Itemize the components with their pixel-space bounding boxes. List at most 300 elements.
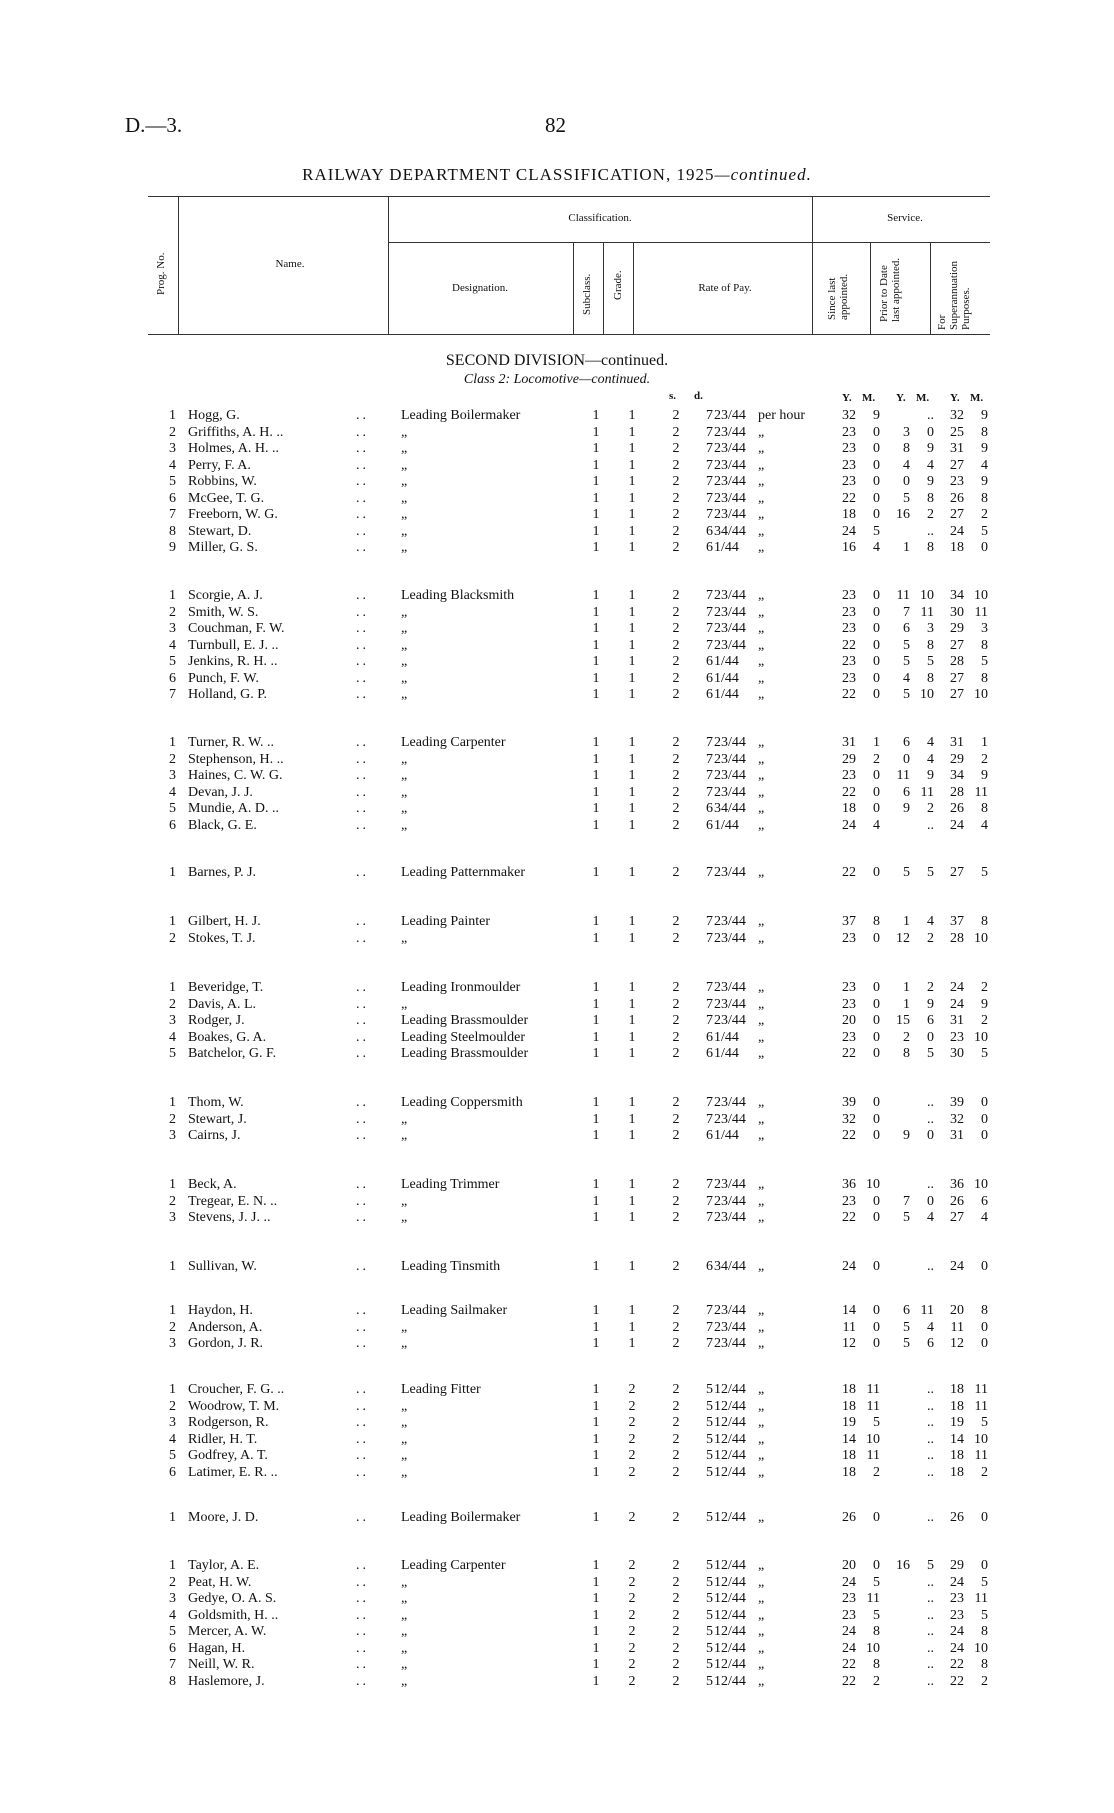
rate-period: „: [758, 1128, 765, 1143]
rate-pence: 7: [706, 507, 713, 522]
leader-dots: ..: [356, 930, 369, 946]
subclass: 1: [592, 1415, 600, 1430]
since-months: 0: [873, 1193, 880, 1209]
leader-dots: ..: [356, 1128, 369, 1143]
since-months: 11: [866, 1382, 880, 1397]
unit-years-super: Y.: [950, 392, 960, 404]
header-prog-no: Prog. No.: [155, 252, 167, 295]
employee-name: Jenkins, R. H. ..: [188, 654, 278, 669]
rate-period: „: [758, 996, 765, 1012]
rate-pence: 7: [706, 457, 713, 473]
rate-shillings: 2: [672, 1177, 680, 1192]
prior-years: 11: [896, 588, 910, 603]
prior-months: ..: [927, 1673, 934, 1689]
rate-pence: 5: [706, 1510, 713, 1525]
rate-pence: 7: [706, 621, 713, 636]
employee-name: Gordon, J. R.: [188, 1336, 264, 1351]
table-row: [0, 1259, 1114, 1275]
prior-months: 10: [920, 687, 934, 702]
subclass: 1: [592, 1431, 600, 1447]
super-years: 31: [950, 1128, 964, 1143]
grade: 1: [628, 507, 636, 522]
title-suffix: —continued.: [714, 165, 812, 184]
super-years: 34: [950, 588, 964, 603]
super-years: 32: [950, 408, 964, 423]
rate-period: „: [758, 1210, 765, 1225]
subclass: 1: [592, 540, 600, 555]
rate-shillings: 2: [672, 817, 680, 833]
leader-dots: ..: [356, 1095, 369, 1110]
header-subclass: Subclass.: [581, 273, 593, 315]
subclass: 1: [592, 474, 600, 489]
grade: 1: [628, 621, 636, 636]
page-title: [0, 165, 1114, 185]
rate-period: „: [758, 523, 765, 539]
rate-shillings: 2: [672, 637, 680, 653]
employee-name: Goldsmith, H. ..: [188, 1607, 279, 1623]
rate-shillings: 2: [672, 654, 680, 669]
super-months: 2: [981, 507, 988, 522]
employee-name: Stevens, J. J. ..: [188, 1210, 271, 1225]
leader-dots: ..: [356, 1046, 369, 1061]
rate-fraction: 12/44: [714, 1415, 746, 1430]
super-years: 24: [950, 996, 964, 1012]
grade: 2: [628, 1624, 636, 1639]
prior-years: 8: [903, 1046, 910, 1061]
super-months: 0: [981, 1111, 988, 1127]
super-years: 24: [950, 1624, 964, 1639]
rate-shillings: 2: [672, 457, 680, 473]
designation: Leading Fitter: [401, 1382, 481, 1397]
rate-pence: 6: [706, 670, 713, 686]
super-years: 27: [950, 1210, 964, 1225]
rate-pence: 5: [706, 1607, 713, 1623]
since-years: 12: [842, 1336, 856, 1351]
prior-months: 4: [927, 914, 934, 929]
prog-no: 2: [169, 1193, 176, 1209]
rate-shillings: 2: [672, 507, 680, 522]
unit-months-since: M.: [862, 392, 876, 404]
section-title: SECOND DIVISION—continued.: [445, 352, 669, 369]
prior-months: 2: [927, 930, 934, 946]
table-row: [0, 801, 1114, 817]
since-months: 8: [873, 1624, 880, 1639]
prog-no: 1: [169, 588, 176, 603]
rate-period: „: [758, 1095, 765, 1110]
subclass: 1: [592, 1448, 600, 1463]
divider-since: [870, 242, 871, 334]
since-years: 23: [842, 768, 856, 783]
subclass: 1: [592, 1177, 600, 1192]
prog-no: 6: [169, 1464, 176, 1480]
page-number: 82: [545, 113, 566, 137]
rate-pence: 7: [706, 751, 713, 767]
prior-years: 7: [903, 1193, 910, 1209]
rate-fraction: 1/44: [714, 540, 739, 555]
table-row: [0, 605, 1114, 621]
prog-no: 2: [169, 1319, 176, 1335]
prog-no: 5: [169, 474, 176, 489]
table-row: [0, 752, 1114, 768]
employee-name: Turnbull, E. J. ..: [188, 637, 279, 653]
prog-no: 3: [169, 1128, 176, 1143]
table-row: [0, 1112, 1114, 1128]
prior-months: 8: [927, 540, 934, 555]
since-months: 1: [873, 735, 880, 750]
prior-months: 4: [927, 1210, 934, 1225]
since-months: 4: [873, 540, 880, 555]
rate-fraction: 23/44: [714, 751, 746, 767]
designation: „: [401, 637, 408, 653]
rate-fraction: 23/44: [714, 457, 746, 473]
since-months: 0: [873, 1128, 880, 1143]
subclass: 1: [592, 1673, 600, 1689]
leader-dots: ..: [356, 914, 369, 929]
prior-months: 2: [927, 980, 934, 995]
since-months: 0: [873, 507, 880, 522]
prior-years: 3: [903, 424, 910, 440]
rate-fraction: 23/44: [714, 441, 746, 456]
since-years: 23: [842, 621, 856, 636]
grade: 1: [628, 1111, 636, 1127]
since-months: 0: [873, 621, 880, 636]
header-superannuation: For Superannuation Purposes.: [936, 260, 972, 330]
rate-pence: 7: [706, 768, 713, 783]
rate-period: „: [758, 1303, 765, 1318]
divider-service: [812, 196, 813, 334]
rate-shillings: 2: [672, 751, 680, 767]
leader-dots: ..: [356, 817, 369, 833]
designation: „: [401, 1640, 408, 1656]
grade: 1: [628, 523, 636, 539]
since-months: 8: [873, 914, 880, 929]
prog-no: 1: [169, 408, 176, 423]
super-months: 8: [981, 637, 988, 653]
grade: 1: [628, 751, 636, 767]
rate-fraction: 23/44: [714, 1095, 746, 1110]
rate-pence: 7: [706, 408, 713, 423]
table-row: [0, 1608, 1114, 1624]
table-row: [0, 914, 1114, 930]
rate-shillings: 2: [672, 1415, 680, 1430]
employee-name: Anderson, A.: [188, 1319, 263, 1335]
grade: 2: [628, 1415, 636, 1430]
rate-period: „: [758, 1591, 765, 1606]
grade: 1: [628, 654, 636, 669]
since-years: 23: [842, 1193, 856, 1209]
since-years: 23: [842, 980, 856, 995]
prior-months: ..: [927, 1574, 934, 1590]
prior-years: 6: [903, 784, 910, 800]
since-years: 23: [842, 474, 856, 489]
grade: 1: [628, 865, 636, 880]
table-row: [0, 1432, 1114, 1448]
super-months: 0: [981, 1336, 988, 1351]
subclass: 1: [592, 637, 600, 653]
grade: 2: [628, 1558, 636, 1573]
since-months: 0: [873, 588, 880, 603]
prior-months: ..: [927, 408, 934, 423]
prog-no: 9: [169, 540, 176, 555]
super-months: 8: [981, 490, 988, 506]
super-years: 26: [950, 801, 964, 816]
rate-shillings: 2: [672, 1128, 680, 1143]
table-row: [0, 671, 1114, 687]
rate-pence: 6: [706, 654, 713, 669]
super-years: 23: [950, 1029, 964, 1045]
rate-period: „: [758, 1431, 765, 1447]
super-months: 9: [981, 768, 988, 783]
rate-fraction: 12/44: [714, 1558, 746, 1573]
super-years: 29: [950, 621, 964, 636]
prog-no: 2: [169, 604, 176, 620]
prog-no: 6: [169, 670, 176, 686]
rate-period: „: [758, 1193, 765, 1209]
prior-months: ..: [927, 1624, 934, 1639]
super-months: 5: [981, 1046, 988, 1061]
since-months: 0: [873, 930, 880, 946]
subclass: 1: [592, 588, 600, 603]
super-years: 18: [950, 1464, 964, 1480]
table-row: [0, 1558, 1114, 1574]
prog-no: 4: [169, 784, 176, 800]
grade: 1: [628, 735, 636, 750]
grade: 1: [628, 637, 636, 653]
prog-no: 1: [169, 1177, 176, 1192]
rate-fraction: 23/44: [714, 735, 746, 750]
grade: 1: [628, 996, 636, 1012]
since-months: 0: [873, 474, 880, 489]
since-months: 11: [866, 1398, 880, 1414]
super-years: 28: [950, 784, 964, 800]
super-months: 6: [981, 1193, 988, 1209]
rate-period: „: [758, 670, 765, 686]
designation: „: [401, 1574, 408, 1590]
rate-fraction: 12/44: [714, 1640, 746, 1656]
employee-name: Punch, F. W.: [188, 670, 259, 686]
rate-period: „: [758, 1558, 765, 1573]
grade: 2: [628, 1607, 636, 1623]
grade: 1: [628, 424, 636, 440]
prior-years: 5: [903, 490, 910, 506]
super-years: 30: [950, 1046, 964, 1061]
rate-shillings: 2: [672, 621, 680, 636]
prior-years: 4: [903, 670, 910, 686]
table-row: [0, 540, 1114, 556]
rate-shillings: 2: [672, 1640, 680, 1656]
employee-name: Scorgie, A. J.: [188, 588, 263, 603]
rate-shillings: 2: [672, 1574, 680, 1590]
prog-no: 1: [169, 865, 176, 880]
subclass: 1: [592, 1574, 600, 1590]
table-row: [0, 1624, 1114, 1640]
prior-months: 5: [927, 1046, 934, 1061]
header-top-rule: [148, 196, 990, 197]
unit-pence: d.: [694, 390, 703, 402]
rate-pence: 7: [706, 1336, 713, 1351]
super-years: 26: [950, 490, 964, 506]
subclass: 1: [592, 604, 600, 620]
since-years: 23: [842, 670, 856, 686]
prior-months: 8: [927, 637, 934, 653]
employee-name: Taylor, A. E.: [188, 1558, 260, 1573]
rate-shillings: 2: [672, 768, 680, 783]
rate-fraction: 12/44: [714, 1607, 746, 1623]
super-months: 8: [981, 670, 988, 686]
since-years: 23: [842, 588, 856, 603]
designation: „: [401, 1657, 408, 1672]
super-years: 22: [950, 1657, 964, 1672]
subclass: 1: [592, 1336, 600, 1351]
prior-years: 9: [903, 1128, 910, 1143]
rate-fraction: 1/44: [714, 654, 739, 669]
table-row: [0, 768, 1114, 784]
rate-pence: 5: [706, 1464, 713, 1480]
employee-name: Haydon, H.: [188, 1303, 253, 1318]
prog-no: 2: [169, 751, 176, 767]
leader-dots: ..: [356, 1013, 369, 1028]
rate-period: „: [758, 1029, 765, 1045]
designation: „: [401, 1415, 408, 1430]
since-months: 0: [873, 604, 880, 620]
since-months: 11: [866, 1448, 880, 1463]
prog-no: 5: [169, 654, 176, 669]
prog-no: 2: [169, 1111, 176, 1127]
rate-pence: 7: [706, 1193, 713, 1209]
subclass: 1: [592, 996, 600, 1012]
table-row: [0, 1575, 1114, 1591]
prior-years: 1: [903, 996, 910, 1012]
rate-period: „: [758, 1398, 765, 1414]
grade: 1: [628, 457, 636, 473]
designation: „: [401, 817, 408, 833]
employee-name: Stephenson, H. ..: [188, 751, 284, 767]
grade: 2: [628, 1640, 636, 1656]
super-years: 25: [950, 424, 964, 440]
super-years: 31: [950, 441, 964, 456]
since-months: 10: [866, 1640, 880, 1656]
leader-dots: ..: [356, 1657, 369, 1672]
prior-years: 1: [903, 540, 910, 555]
header-since-last: Since last appointed.: [826, 273, 850, 320]
grade: 1: [628, 441, 636, 456]
rate-pence: 5: [706, 1640, 713, 1656]
rate-fraction: 23/44: [714, 1177, 746, 1192]
rate-pence: 5: [706, 1591, 713, 1606]
employee-name: Haines, C. W. G.: [188, 768, 283, 783]
rate-shillings: 2: [672, 523, 680, 539]
since-years: 22: [842, 637, 856, 653]
designation: „: [401, 1448, 408, 1463]
rate-fraction: 12/44: [714, 1624, 746, 1639]
rate-fraction: 12/44: [714, 1382, 746, 1397]
super-months: 10: [974, 1431, 988, 1447]
since-years: 18: [842, 1464, 856, 1480]
prior-months: ..: [927, 1448, 934, 1463]
since-years: 32: [842, 408, 856, 423]
subclass: 1: [592, 768, 600, 783]
rate-fraction: 1/44: [714, 1128, 739, 1143]
employee-name: Stokes, T. J.: [188, 930, 256, 946]
rate-period: „: [758, 441, 765, 456]
prior-years: 15: [896, 1013, 910, 1028]
rate-shillings: 2: [672, 540, 680, 555]
subclass: 1: [592, 1046, 600, 1061]
employee-name: Turner, R. W. ..: [188, 735, 275, 750]
rate-shillings: 2: [672, 1591, 680, 1606]
header-prior-to: Prior to Date last appointed.: [878, 257, 902, 322]
super-months: 5: [981, 523, 988, 539]
rate-pence: 6: [706, 523, 713, 539]
unit-months-prior: M.: [916, 392, 930, 404]
employee-name: Freeborn, W. G.: [188, 507, 278, 522]
prog-no: 4: [169, 1431, 176, 1447]
leader-dots: ..: [356, 604, 369, 620]
super-months: 0: [981, 540, 988, 555]
since-months: 0: [873, 687, 880, 702]
subclass: 1: [592, 930, 600, 946]
designation: Leading Boilermaker: [401, 1510, 521, 1525]
grade: 1: [628, 1210, 636, 1225]
employee-name: Ridler, H. T.: [188, 1431, 258, 1447]
super-months: 0: [981, 1558, 988, 1573]
grade: 1: [628, 1303, 636, 1318]
designation: „: [401, 996, 408, 1012]
employee-name: Perry, F. A.: [188, 457, 251, 473]
divider-name: [388, 196, 389, 334]
prog-no: 3: [169, 768, 176, 783]
designation: „: [401, 1591, 408, 1606]
super-months: 8: [981, 914, 988, 929]
designation: „: [401, 930, 408, 946]
rate-period: „: [758, 735, 765, 750]
prog-no: 4: [169, 637, 176, 653]
leader-dots: ..: [356, 637, 369, 653]
rate-pence: 7: [706, 865, 713, 880]
prior-years: 4: [903, 457, 910, 473]
designation: „: [401, 1336, 408, 1351]
divider-designation: [573, 242, 574, 334]
class-label: Class 2: Locomotive—continued.: [463, 372, 651, 387]
designation: Leading Ironmoulder: [401, 980, 521, 995]
super-years: 27: [950, 687, 964, 702]
rate-pence: 6: [706, 1259, 713, 1274]
prior-years: 12: [896, 930, 910, 946]
since-months: 0: [873, 1095, 880, 1110]
rate-fraction: 23/44: [714, 996, 746, 1012]
super-years: 24: [950, 1574, 964, 1590]
super-years: 24: [950, 523, 964, 539]
prior-years: 6: [903, 735, 910, 750]
prog-no: 4: [169, 457, 176, 473]
rate-period: „: [758, 1259, 765, 1274]
rate-fraction: 1/44: [714, 670, 739, 686]
rate-fraction: 34/44: [714, 1259, 746, 1274]
grade: 1: [628, 1046, 636, 1061]
table-row: [0, 491, 1114, 507]
super-months: 2: [981, 751, 988, 767]
prog-no: 1: [169, 914, 176, 929]
rate-fraction: 23/44: [714, 914, 746, 929]
since-months: 10: [866, 1431, 880, 1447]
rate-shillings: 2: [672, 441, 680, 456]
since-months: 0: [873, 654, 880, 669]
grade: 1: [628, 1013, 636, 1028]
prog-no: 2: [169, 930, 176, 946]
super-months: 11: [974, 1591, 988, 1606]
employee-name: Tregear, E. N. ..: [188, 1193, 278, 1209]
header-name: Name.: [275, 258, 305, 270]
